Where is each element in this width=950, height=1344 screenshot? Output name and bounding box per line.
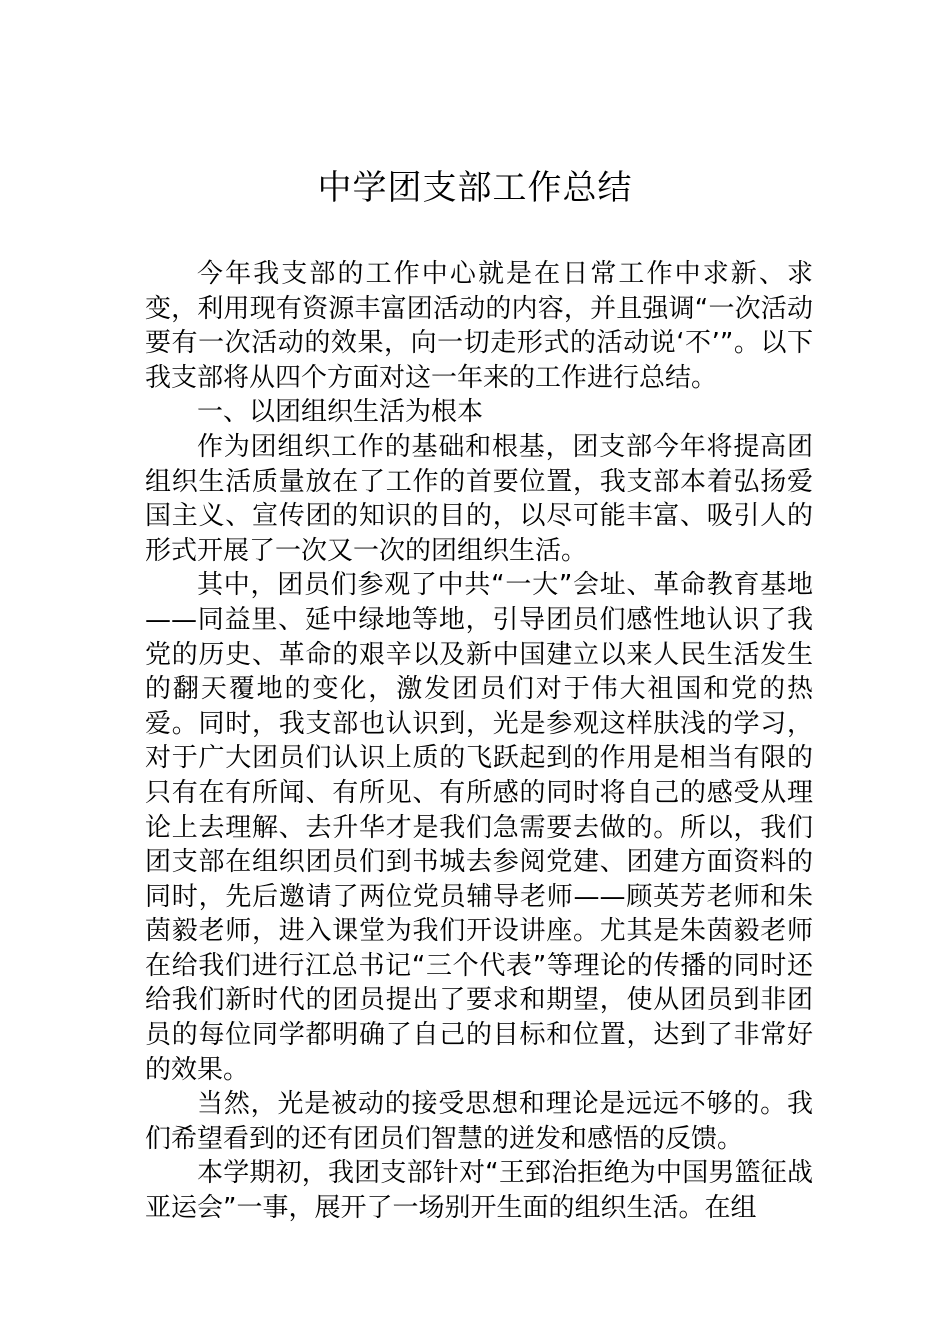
paragraph: 当然，光是被动的接受思想和理论是远远不够的。我们希望看到的还有团员们智慧的迸发和感悟的反馈。 [145,1089,813,1154]
paragraph: 本学期初，我团支部针对“王郅治拒绝为中国男篮征战亚运会”一事，展开了一场别开生面的组织生活。在组 [145,1158,813,1224]
document-body [145,257,813,1226]
paragraph: 其中，团员们参观了中共“一大”会址、革命教育基地——同益里、延中绿地等地，引导团员们感性地认识了我党的历史、革命的艰辛以及新中国建立以来人民生活发生的翻天覆地的变化，激发团员们对于伟大祖国和党的热爱。同时，我支部也认识到，光是参观这样肤浅的学习，对于广大团员们认识上质的飞跃起到的作用是相当有限的只有在有所闻、有所见、有所感的同时将自己的感受从理论上去理解、去升华才是我们急需要去做的。所以，我们团支部在组织团员们到书城去参阅党建、团建方面资料的同时，先后邀请了两位党员辅导老师——顾英芳老师和朱茵毅老师，进入课堂为我们开设讲座。尤其是朱茵毅老师在给我们进行江总书记“三个代表”等理论的传播的同时还给我们新时代的团员提出了要求和期望，使从团员到非团员的每位同学都明确了自己的目标和位置，达到了非常好的效果。 [145,570,813,1085]
paragraph: 作为团组织工作的基础和根基，团支部今年将提高团组织生活质量放在了工作的首要位置，我支部本着弘扬爱国主义、宣传团的知识的目的，以尽可能丰富、吸引人的形式开展了一次又一次的团组织生活。 [145,431,813,566]
paragraph-intro: 今年我支部的工作中心就是在日常工作中求新、求变，利用现有资源丰富团活动的内容，并且强调“一次活动要有一次活动的效果，向一切走形式的活动说‘不’”。以下我支部将从四个方面对这一年来的工作进行总结。 [145,259,813,393]
document-title: 中学团支部工作总结 [317,168,633,208]
section-heading: 一、以团组织生活为根本 [197,397,484,428]
